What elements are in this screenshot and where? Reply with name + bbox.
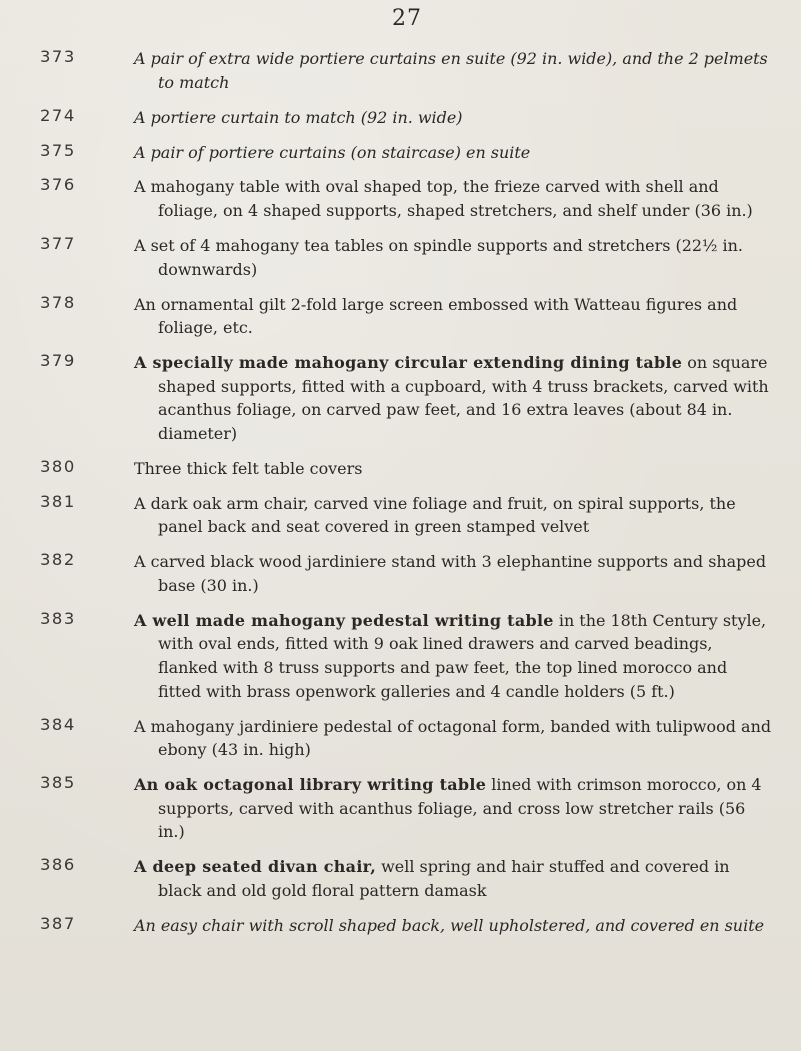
lot-description-text: on square shaped supports, fitted with a cupboard, with 4 truss brackets, carved with acanthus foliage, on carved paw feet, and 16 extra leaves (about 84 in. diameter) <box>158 353 769 443</box>
lot-description-text: A carved black wood jardiniere stand with 3 elephantine supports and shaped base (30 in.) <box>134 552 767 595</box>
lot-description-text: well spring and hair stuffed and covered in black and old gold floral pattern damask <box>158 857 730 900</box>
lot-description-text: A mahogany jardiniere pedestal of octagonal form, banded with tulipwood and ebony (43 in. high) <box>134 716 772 760</box>
lot-number: 379 <box>40 351 76 371</box>
lot-description <box>134 773 774 844</box>
lot-description <box>134 293 774 340</box>
lot-number: 381 <box>40 491 76 511</box>
lot-description <box>134 351 774 445</box>
lot-number: 383 <box>40 608 76 628</box>
lot-number: 376 <box>40 175 76 195</box>
lot-description <box>134 457 774 481</box>
lot-description-text: Three thick felt table covers <box>134 458 363 478</box>
lot-number: 384 <box>40 714 76 734</box>
lot-description <box>134 141 774 165</box>
lot-lead-text: A well made mahogany pedestal writing table <box>134 610 554 630</box>
lot-number: 378 <box>40 292 76 312</box>
lot-description <box>134 106 774 130</box>
lot-lead-text: An oak octagonal library writing table <box>134 775 487 795</box>
lot-description-text: A dark oak arm chair, carved vine foliage and fruit, on spiral supports, the panel back and seat covered in green stamped velvet <box>134 493 736 537</box>
lot-number: 387 <box>40 913 76 933</box>
lot-description-text: A portiere curtain to match (92 in. wide) <box>134 107 463 127</box>
lot-description-text: A pair of extra wide portiere curtains en suite (92 in. wide), and the 2 pelmets to match <box>134 49 768 92</box>
lot-description <box>134 492 774 539</box>
lot-description-text: A set of 4 mahogany tea tables on spindle supports and stretchers (22½ in. downwards) <box>134 236 743 279</box>
lot-number: 375 <box>40 140 76 160</box>
lot-description <box>134 47 774 94</box>
lot-description <box>134 234 774 281</box>
lot-lead-text: A deep seated divan chair, <box>134 857 377 877</box>
lot-number: 382 <box>40 550 76 570</box>
lot-number: 373 <box>40 47 76 66</box>
lot-description-text: An easy chair with scroll shaped back, well upholstered, and covered en suite <box>134 915 765 935</box>
lot-description <box>134 609 774 703</box>
lot-number: 380 <box>40 456 76 476</box>
lot-number: 385 <box>40 773 76 793</box>
lot-description <box>134 914 774 938</box>
lot-number: 377 <box>40 234 76 253</box>
page-number: 27 <box>392 6 422 31</box>
lot-description-text: A pair of portiere curtains (on staircase) en suite <box>134 142 531 162</box>
lot-description <box>134 550 774 597</box>
lot-number: 274 <box>40 105 76 125</box>
lot-description-text: lined with crimson morocco, on 4 supports, carved with acanthus foliage, and cross low stretcher rails (56 in.) <box>158 775 762 842</box>
lot-description-text: A mahogany table with oval shaped top, the frieze carved with shell and foliage, on 4 shaped supports, shaped stretchers, and shelf under (36 in.) <box>134 177 753 221</box>
lot-description <box>134 855 774 902</box>
lot-description-text: in the 18th Century style, with oval ends, fitted with 9 oak lined drawers and carved beadings, flanked with 8 truss supports and paw feet, the top lined morocco and fitted with brass openwork galleries and 4 candle holders (5 ft.) <box>158 610 767 701</box>
lot-number: 386 <box>40 855 76 875</box>
lot-description-text: An ornamental gilt 2-fold large screen embossed with Watteau figures and foliage, etc. <box>134 294 738 338</box>
lot-description <box>134 715 774 762</box>
lot-description <box>134 175 774 222</box>
lot-lead-text: A specially made mahogany circular extending dining table <box>134 353 683 373</box>
